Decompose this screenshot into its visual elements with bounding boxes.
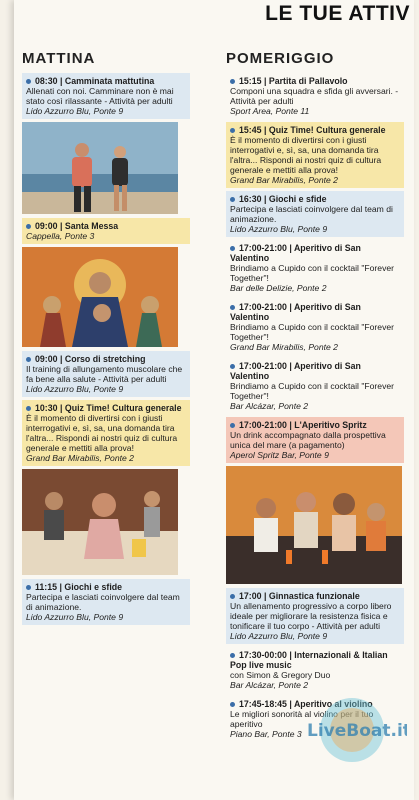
event-location: Lido Azzurro Blu, Ponte 9	[26, 106, 124, 116]
afternoon-column	[226, 50, 404, 745]
walk-photo	[22, 122, 190, 214]
event-title: 09:00 | Santa Messa	[26, 221, 186, 231]
event-desc: con Simon & Gregory Duo	[230, 670, 331, 680]
event-desc: Partecipa e lasciati coinvolgere dal team di animazione.	[26, 592, 180, 612]
event-title: 17:00-21:00 | L'Aperitivo Spritz	[230, 420, 400, 430]
event-desc: Il training di allungamento muscolare che fa bene alla salute - Attività per adulti	[26, 364, 183, 384]
event-location: Bar delle Delizie, Ponte 2	[230, 283, 327, 293]
event-location: Lido Azzurro Blu, Ponte 9	[26, 612, 124, 622]
event-valentine-2	[226, 299, 404, 355]
liveboat-watermark-logo	[297, 688, 407, 768]
bullet-icon	[230, 128, 235, 133]
event-location: Lido Azzurro Blu, Ponte 9	[230, 224, 328, 234]
event-mass	[22, 218, 190, 244]
icon-painting	[22, 247, 190, 347]
event-location: Aperol Spritz Bar, Ponte 9	[230, 450, 329, 460]
spritz-photo	[226, 466, 404, 584]
event-valentine-3	[226, 358, 404, 414]
event-location: Grand Bar Mirabilis, Ponte 2	[26, 453, 134, 463]
event-title: 17:00 | Ginnastica funzionale	[230, 591, 400, 601]
bullet-icon	[230, 653, 235, 658]
event-title: 17:00-21:00 | Aperitivo di San Valentino	[230, 243, 361, 263]
bullet-icon	[230, 246, 235, 251]
event-quiz-morning	[22, 400, 190, 466]
quiz-photo	[22, 469, 190, 575]
bullet-icon	[230, 197, 235, 202]
event-title: 17:00-21:00 | Aperitivo di San Valentino	[230, 361, 361, 381]
afternoon-heading: POMERIGGIO	[226, 50, 335, 67]
event-games-morning	[22, 579, 190, 625]
event-location: Cappella, Ponte 3	[26, 231, 95, 241]
event-title: 17:30-00:00 | Internazionali & Italian Pop live music	[230, 650, 388, 670]
event-desc: Un drink accompagnato dalla prospettiva unica del mare (a pagamento)	[230, 430, 386, 450]
event-desc: È il momento di divertirsi con i giusti interrogativi e, sì, sa, una domanda tira l'altra... Rispondi ai nostri quiz di cultura generale e mettiti alla prova!	[26, 413, 178, 453]
event-desc: Partecipa e lasciati coinvolgere dal team di animazione.	[230, 204, 393, 224]
event-desc: Allenati con noi. Camminare non è mai stato così rilassante - Attività per adulti	[26, 86, 174, 106]
event-title: 09:00 | Corso di stretching	[26, 354, 186, 364]
bullet-icon	[230, 594, 235, 599]
event-volleyball	[226, 73, 404, 119]
event-location: Grand Bar Mirabilis, Ponte 2	[230, 342, 338, 352]
event-functional-gym	[226, 588, 404, 644]
bullet-icon	[230, 423, 235, 428]
page-title: LE TUE ATTIV	[265, 2, 410, 25]
event-desc: È il momento di divertirsi con i giusti interrogativi e, sì, sa, una domanda tira l'altra... Rispondi ai nostri quiz di cultura generale e mettiti alla prova!	[230, 135, 382, 175]
event-location: Sport Area, Ponte 11	[230, 106, 310, 116]
event-walk	[22, 73, 190, 119]
event-title: 17:00-21:00 | Aperitivo di San Valentino	[230, 302, 361, 322]
bullet-icon	[26, 357, 31, 362]
morning-heading: MATTINA	[22, 50, 96, 67]
event-location: Bar Alcázar, Ponte 2	[230, 401, 309, 411]
event-desc: Brindiamo a Cupido con il cocktail "Forever Together"!	[230, 263, 395, 283]
event-spritz	[226, 417, 404, 463]
event-location: Grand Bar Mirabilis, Ponte 2	[230, 175, 338, 185]
event-desc: Le migliori sonorità al violino per il tuo aperitivo	[230, 709, 374, 729]
event-title: 15:45 | Quiz Time! Cultura generale	[230, 125, 400, 135]
event-location: Bar Alcázar, Ponte 2	[230, 680, 309, 690]
event-games-afternoon	[226, 191, 404, 237]
bullet-icon	[26, 224, 31, 229]
event-stretching	[22, 351, 190, 397]
bullet-icon	[26, 406, 31, 411]
event-desc: Brindiamo a Cupido con il cocktail "Forever Together"!	[230, 381, 395, 401]
bullet-icon	[230, 364, 235, 369]
bullet-icon	[26, 585, 31, 590]
event-location: Lido Azzurro Blu, Ponte 9	[230, 631, 328, 641]
program-page	[14, 0, 414, 800]
event-location: Lido Azzurro Blu, Ponte 9	[26, 384, 124, 394]
event-live-music	[226, 647, 404, 693]
event-valentine-1	[226, 240, 404, 296]
event-title: 08:30 | Camminata mattutina	[26, 76, 186, 86]
event-title: 10:30 | Quiz Time! Cultura generale	[26, 403, 186, 413]
bullet-icon	[230, 305, 235, 310]
event-title: 15:15 | Partita di Pallavolo	[230, 76, 400, 86]
svg-text:LiveBoat.it: LiveBoat.it	[307, 721, 407, 741]
event-desc: Componi una squadra e sfida gli avversari. - Attività per adulti	[230, 86, 399, 106]
event-title: 11:15 | Giochi e sfide	[26, 582, 186, 592]
event-title: 17:45-18:45 | Aperitivo al violino	[230, 699, 400, 709]
bullet-icon	[26, 79, 31, 84]
event-title: 16:30 | Giochi e sfide	[230, 194, 400, 204]
event-desc: Un allenamento progressivo a corpo libero ideale per migliorare la resistenza fisica e tonificare il tuo corpo - Attività per adulti	[230, 601, 392, 631]
bullet-icon	[230, 79, 235, 84]
bullet-icon	[230, 702, 235, 707]
morning-column	[22, 50, 190, 628]
event-quiz-afternoon	[226, 122, 404, 188]
event-desc: Brindiamo a Cupido con il cocktail "Forever Together"!	[230, 322, 395, 342]
event-location: Piano Bar, Ponte 3	[230, 729, 302, 739]
